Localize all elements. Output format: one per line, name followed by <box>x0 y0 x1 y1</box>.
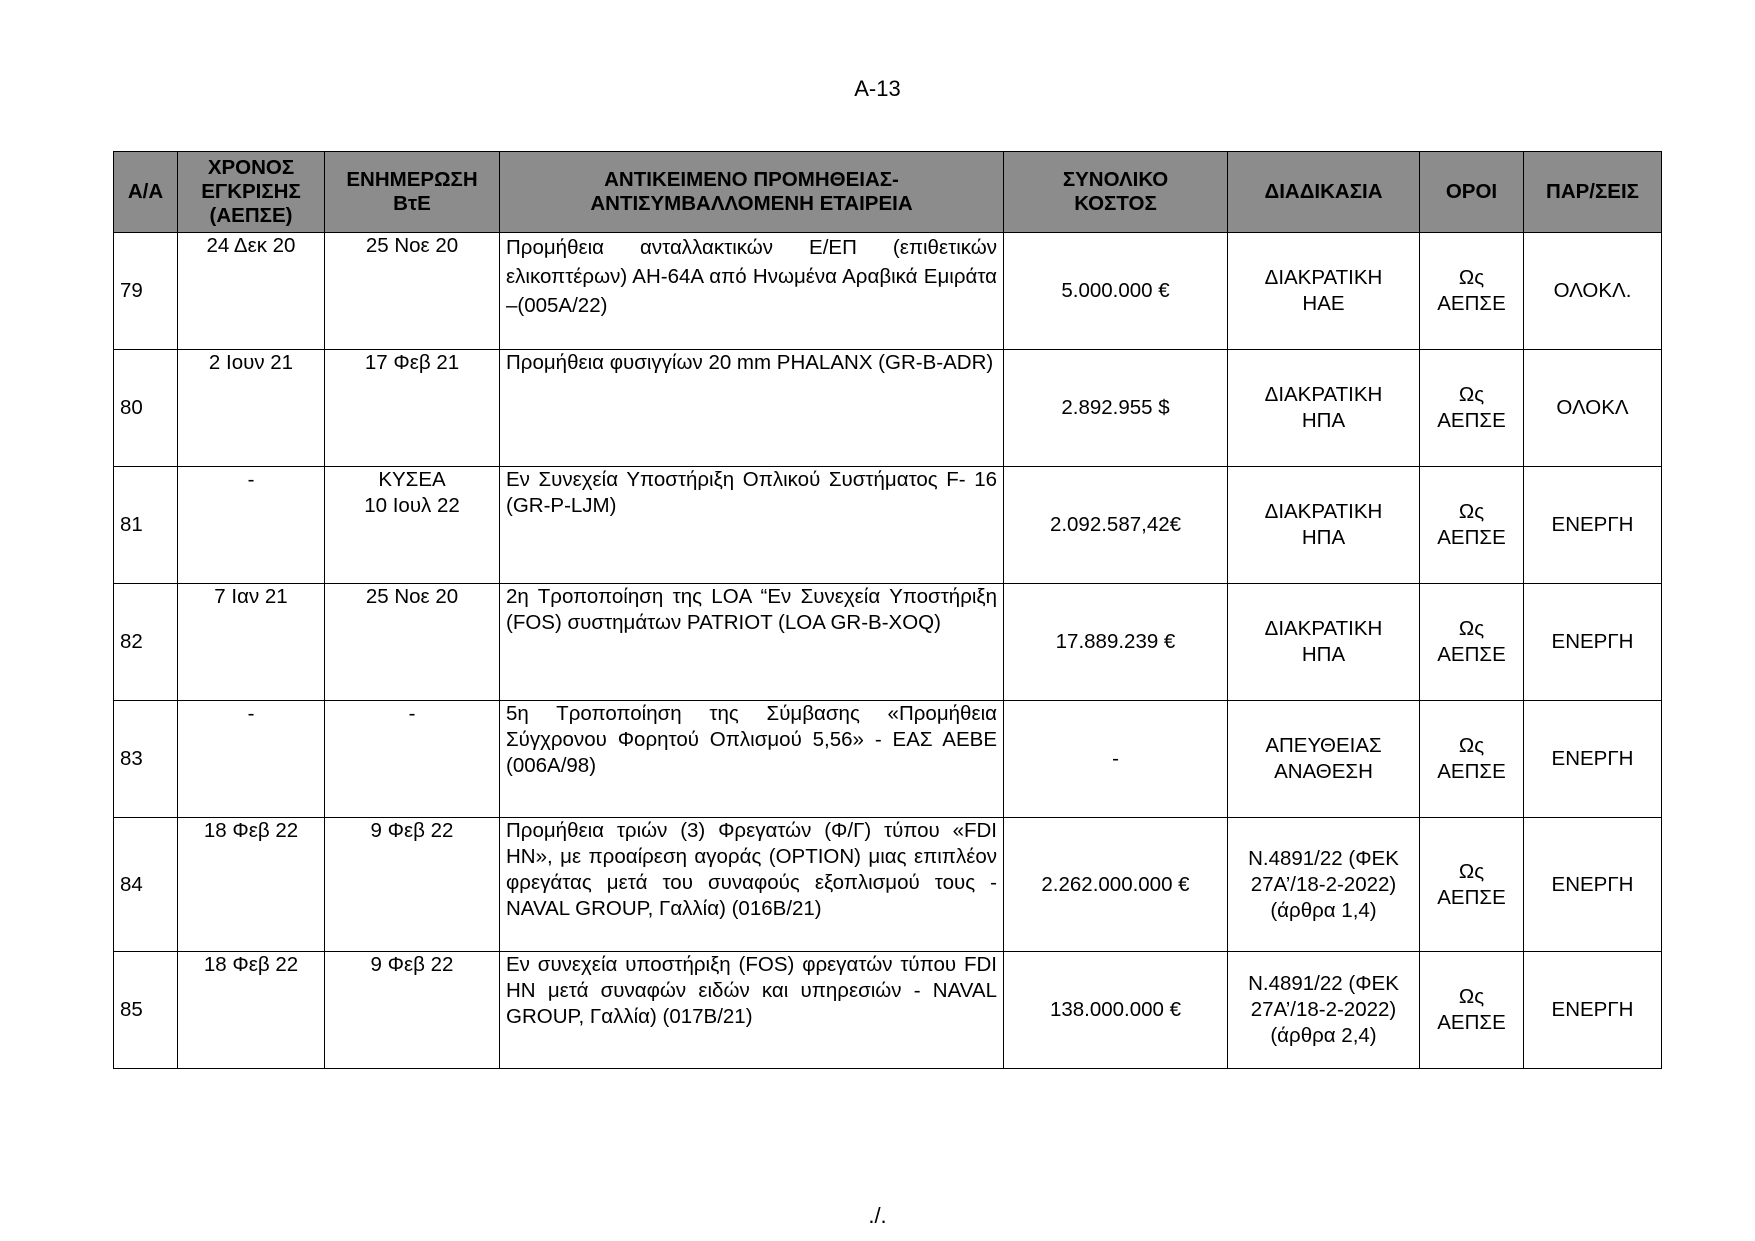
cell-remarks: ΕΝΕΡΓΗ <box>1524 467 1662 584</box>
header-aa: Α/Α <box>114 152 178 233</box>
cell-approval-year: - <box>178 467 325 584</box>
cell-subject: Εν συνεχεία υποστήριξη (FOS) φρεγατών τύπου FDI HN μετά συναφών ειδών και υπηρεσιών - NAVAL GROUP, Γαλλία) (017Β/21) <box>500 952 1004 1069</box>
table-row <box>114 952 1662 1069</box>
cell-aa: 82 <box>114 584 178 701</box>
cell-remarks: ΕΝΕΡΓΗ <box>1524 584 1662 701</box>
cell-total-cost: 2.892.955 $ <box>1004 350 1228 467</box>
cell-remarks: ΕΝΕΡΓΗ <box>1524 701 1662 818</box>
cell-aa: 85 <box>114 952 178 1069</box>
cell-aa: 81 <box>114 467 178 584</box>
cell-remarks: ΟΛΟΚΛ <box>1524 350 1662 467</box>
cell-update: - <box>325 701 500 818</box>
header-row <box>114 152 1662 233</box>
cell-approval-year: 18 Φεβ 22 <box>178 952 325 1069</box>
cell-procedure: Ν.4891/22 (ΦΕΚ 27Α’/18-2-2022) (άρθρα 2,4) <box>1228 952 1420 1069</box>
header-update: ΕΝΗΜΕΡΩΣΗ ΒτΕ <box>325 152 500 233</box>
cell-total-cost: - <box>1004 701 1228 818</box>
cell-remarks: ΟΛΟΚΛ. <box>1524 233 1662 350</box>
cell-procedure: ΔΙΑΚΡΑΤΙΚΗ ΗΑΕ <box>1228 233 1420 350</box>
cell-approval-year: 7 Ιαν 21 <box>178 584 325 701</box>
cell-terms: Ως ΑΕΠΣΕ <box>1420 350 1524 467</box>
table-row <box>114 701 1662 818</box>
continuation-mark: ./. <box>868 1203 887 1228</box>
table-row <box>114 584 1662 701</box>
cell-total-cost: 5.000.000 € <box>1004 233 1228 350</box>
cell-aa: 80 <box>114 350 178 467</box>
cell-update: 9 Φεβ 22 <box>325 952 500 1069</box>
cell-update: 17 Φεβ 21 <box>325 350 500 467</box>
header-approval-year: ΧΡΟΝΟΣ ΕΓΚΡΙΣΗΣ (ΑΕΠΣΕ) <box>178 152 325 233</box>
cell-total-cost: 138.000.000 € <box>1004 952 1228 1069</box>
cell-subject: 2η Τροποποίηση της LOA “Εν Συνεχεία Υποστήριξη (FOS) συστημάτων PATRIOT (LOA GR-B-XOQ) <box>500 584 1004 701</box>
cell-procedure: ΔΙΑΚΡΑΤΙΚΗ ΗΠΑ <box>1228 350 1420 467</box>
cell-update: 9 Φεβ 22 <box>325 818 500 952</box>
cell-terms: Ως ΑΕΠΣΕ <box>1420 233 1524 350</box>
cell-subject: Προμήθεια τριών (3) Φρεγατών (Φ/Γ) τύπου «FDI HN», με προαίρεση αγοράς (OPTION) μιας επιπλέον φρεγάτας μετά του συναφούς εξοπλισμού τους - NAVAL GROUP, Γαλλία) (016Β/21) <box>500 818 1004 952</box>
cell-terms: Ως ΑΕΠΣΕ <box>1420 701 1524 818</box>
cell-terms: Ως ΑΕΠΣΕ <box>1420 584 1524 701</box>
table-row <box>114 467 1662 584</box>
procurement-table <box>113 151 1662 1069</box>
cell-procedure: ΑΠΕΥΘΕΙΑΣ ΑΝΑΘΕΣΗ <box>1228 701 1420 818</box>
cell-terms: Ως ΑΕΠΣΕ <box>1420 952 1524 1069</box>
cell-update: 25 Νοε 20 <box>325 233 500 350</box>
cell-aa: 84 <box>114 818 178 952</box>
table-row <box>114 233 1662 350</box>
cell-total-cost: 2.262.000.000 € <box>1004 818 1228 952</box>
page-number: A-13 <box>854 76 901 101</box>
cell-terms: Ως ΑΕΠΣΕ <box>1420 467 1524 584</box>
cell-aa: 79 <box>114 233 178 350</box>
cell-subject: Προμήθεια ανταλλακτικών Ε/ΕΠ (επιθετικών ελικοπτέρων) ΑΗ-64Α από Ηνωμένα Αραβικά Εμιράτα –(005Α/22) <box>500 233 1004 350</box>
cell-approval-year: 18 Φεβ 22 <box>178 818 325 952</box>
cell-update: 25 Νοε 20 <box>325 584 500 701</box>
cell-total-cost: 17.889.239 € <box>1004 584 1228 701</box>
cell-procedure: ΔΙΑΚΡΑΤΙΚΗ ΗΠΑ <box>1228 467 1420 584</box>
cell-aa: 83 <box>114 701 178 818</box>
cell-total-cost: 2.092.587,42€ <box>1004 467 1228 584</box>
table-row <box>114 350 1662 467</box>
table-row <box>114 818 1662 952</box>
cell-procedure: ΔΙΑΚΡΑΤΙΚΗ ΗΠΑ <box>1228 584 1420 701</box>
cell-approval-year: 2 Ιουν 21 <box>178 350 325 467</box>
cell-subject: 5η Τροποποίηση της Σύμβασης «Προμήθεια Σύγχρονου Φορητού Οπλισμού 5,56» - ΕΑΣ ΑΕΒΕ (006Α/98) <box>500 701 1004 818</box>
header-procedure: ΔΙΑΔΙΚΑΣΙΑ <box>1228 152 1420 233</box>
cell-subject: Προμήθεια φυσιγγίων 20 mm PHALANX (GR-B-ADR) <box>500 350 1004 467</box>
cell-procedure: Ν.4891/22 (ΦΕΚ 27Α’/18-2-2022) (άρθρα 1,4) <box>1228 818 1420 952</box>
cell-terms: Ως ΑΕΠΣΕ <box>1420 818 1524 952</box>
cell-subject: Εν Συνεχεία Υποστήριξη Οπλικού Συστήματος F- 16 (GR-P-LJM) <box>500 467 1004 584</box>
cell-remarks: ΕΝΕΡΓΗ <box>1524 818 1662 952</box>
cell-update: ΚΥΣΕΑ 10 Ιουλ 22 <box>325 467 500 584</box>
header-total-cost: ΣΥΝΟΛΙΚΟ ΚΟΣΤΟΣ <box>1004 152 1228 233</box>
header-subject: ΑΝΤΙΚΕΙΜΕΝΟ ΠΡΟΜΗΘΕΙΑΣ- ΑΝΤΙΣΥΜΒΑΛΛΟΜΕΝΗ ΕΤΑΙΡΕΙΑ <box>500 152 1004 233</box>
cell-approval-year: - <box>178 701 325 818</box>
cell-approval-year: 24 Δεκ 20 <box>178 233 325 350</box>
header-terms: ΟΡΟΙ <box>1420 152 1524 233</box>
cell-remarks: ΕΝΕΡΓΗ <box>1524 952 1662 1069</box>
header-remarks: ΠΑΡ/ΣΕΙΣ <box>1524 152 1662 233</box>
